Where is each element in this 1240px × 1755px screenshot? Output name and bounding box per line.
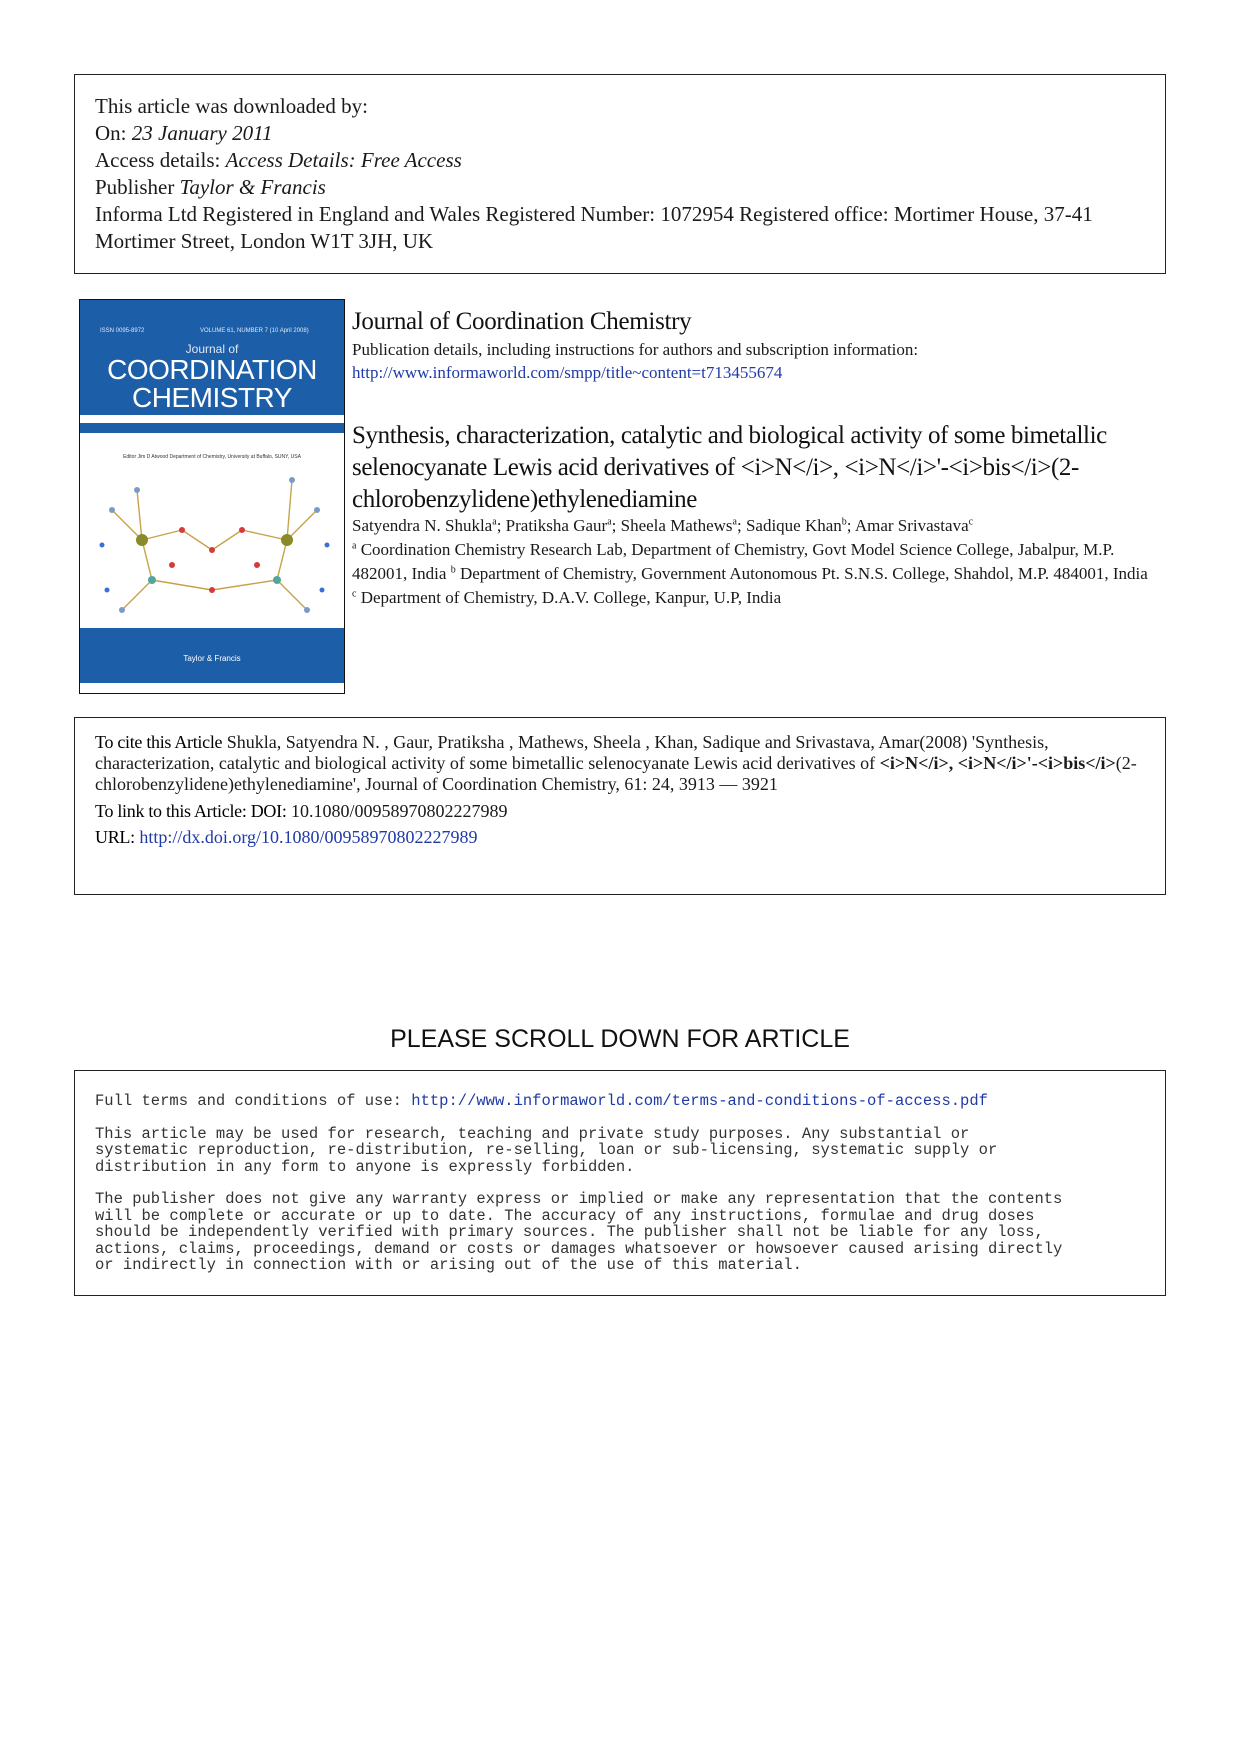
publisher-name: Taylor & Francis: [179, 175, 326, 199]
author-list: Satyendra N. Shukla$^a$; Pratiksha Gaur$^a$; Sheela Mathews$^a$; Sadique Khan$^b$; Amar Srivastava$^c$: [352, 516, 974, 535]
terms-disclaimer: The publisher does not give any warranty express or implied or make any representation that the contents will be complete or accurate or up to date. The accuracy of any instructions, formulae and drug doses should be independently verified with primary sources. The publisher shall not be liable for any loss, actions, claims, proceedings, demand or costs or damages whatsoever or howsoever caused arising directly or indirectly in connection with or arising out of the use of this material.: [95, 1190, 1063, 1274]
affiliation-text: Department of Chemistry, D.A.V. College, Kanpur, U.P, India: [356, 588, 782, 607]
access-details-row: Access details: Access Details: Free Access: [95, 148, 462, 172]
citation-box: [74, 717, 1166, 895]
doi-value: 10.1080/00958970802227989: [286, 801, 508, 821]
cover-thin-band: [80, 423, 344, 433]
download-info-box: [74, 74, 1166, 274]
informa-registration: Informa Ltd Registered in England and Wales Registered Number: 1072954 Registered office: Mortimer House, 37-41 Mortimer Street, London W1T 3JH, UK: [95, 202, 1093, 253]
journal-url-link[interactable]: http://www.informaworld.com/smpp/title~content=t713455674: [352, 363, 783, 382]
url-label: URL:: [95, 827, 135, 847]
access-details: Access Details: Free Access: [225, 148, 462, 172]
terms-label: Full terms and conditions of use:: [95, 1092, 412, 1110]
doi-url-link[interactable]: http://dx.doi.org/10.1080/00958970802227989: [134, 827, 478, 847]
author-name: Amar Srivastava: [854, 516, 969, 535]
molecule-structure-icon: [92, 470, 332, 620]
cover-chemistry: CHEMISTRY: [132, 382, 292, 413]
download-date-row: On: 23 January 2011: [95, 121, 273, 145]
publisher-row: Publisher Taylor & Francis: [95, 175, 326, 199]
url-row: [95, 827, 1145, 848]
terms-row: [95, 1093, 1145, 1110]
cover-volume: VOLUME 61, NUMBER 7 (10 April 2008): [200, 328, 309, 334]
affiliations: $^a$ Coordination Chemistry Research Lab, Department of Chemistry, Govt Model Science College, Jabalpur, M.P. 482001, India $^b$ Department of Chemistry, Government Autonomous Pt. S.N.S. College, Shahdol, M.P. 484001, India $^c$ Department of Chemistry, D.A.V. College, Kanpur, U.P, India: [352, 540, 1148, 607]
cover-publisher-logo: Taylor & Francis: [183, 654, 241, 663]
cover-journal-of: Journal of: [185, 342, 239, 356]
author-name: Sheela Mathews: [620, 516, 733, 535]
author-name: Pratiksha Gaur: [505, 516, 608, 535]
doi-label: To link to this Article: DOI:: [95, 801, 287, 821]
cover-editor: Editor Jim D Atwood Department of Chemistry, University at Buffalo, SUNY, USA: [123, 454, 301, 460]
scroll-notice: PLEASE SCROLL DOWN FOR ARTICLE: [390, 1025, 850, 1053]
terms-url-link[interactable]: http://www.informaworld.com/terms-and-conditions-of-access.pdf: [411, 1092, 988, 1110]
author-name: Sadique Khan: [745, 516, 842, 535]
doi-row: [95, 801, 1145, 822]
terms-box: [74, 1070, 1166, 1296]
download-date: 23 January 2011: [131, 121, 273, 145]
downloaded-by: This article was downloaded by:: [95, 94, 368, 118]
cite-label: To cite this Article: [95, 732, 223, 752]
cover-issn: ISSN 0095-8972: [100, 328, 145, 334]
cover-coordination: COORDINATION: [107, 354, 317, 385]
author-name: Satyendra N. Shukla: [352, 516, 493, 535]
journal-cover: [79, 299, 345, 694]
affiliation-text: Coordination Chemistry Research Lab, Department of Chemistry, Govt Model Science College, Jabalpur, M.P. 482001, India: [352, 540, 1115, 583]
journal-title: Journal of Coordination Chemistry: [352, 308, 692, 335]
terms-usage: This article may be used for research, teaching and private study purposes. Any substantial or systematic reproduction, re-distribution, re-selling, loan or sub-licensing, systematic supply or distribution in any form to anyone is expressly forbidden.: [95, 1124, 998, 1176]
journal-info: [352, 306, 1172, 384]
article-title: Synthesis, characterization, catalytic and biological activity of some bimetallic selenocyanate Lewis acid derivatives of <i>N</i>, <i>N</i>'-<i>bis</i>(2-chlorobenzylidene)ethylenediamine: [352, 422, 1107, 513]
publication-details: Publication details, including instructions for authors and subscription information:: [352, 340, 919, 359]
affiliation-text: Department of Chemistry, Government Autonomous Pt. S.N.S. College, Shahdol, M.P. 484001, India: [455, 564, 1148, 583]
citation-text: To cite this Article Shukla, Satyendra N. , Gaur, Pratiksha , Mathews, Sheela , Khan, Sadique and Srivastava, Amar(2008) 'Synthesis, characterization, catalytic and biological activity of some bimetallic selenocyanate Lewis acid derivatives of <i>N</i>, <i>N</i>'-<i>bis</i>(2-chlorobenzylidene)ethylenediamine', Journal of Coordination Chemistry, 61: 24, 3913 — 3921: [95, 732, 1137, 794]
